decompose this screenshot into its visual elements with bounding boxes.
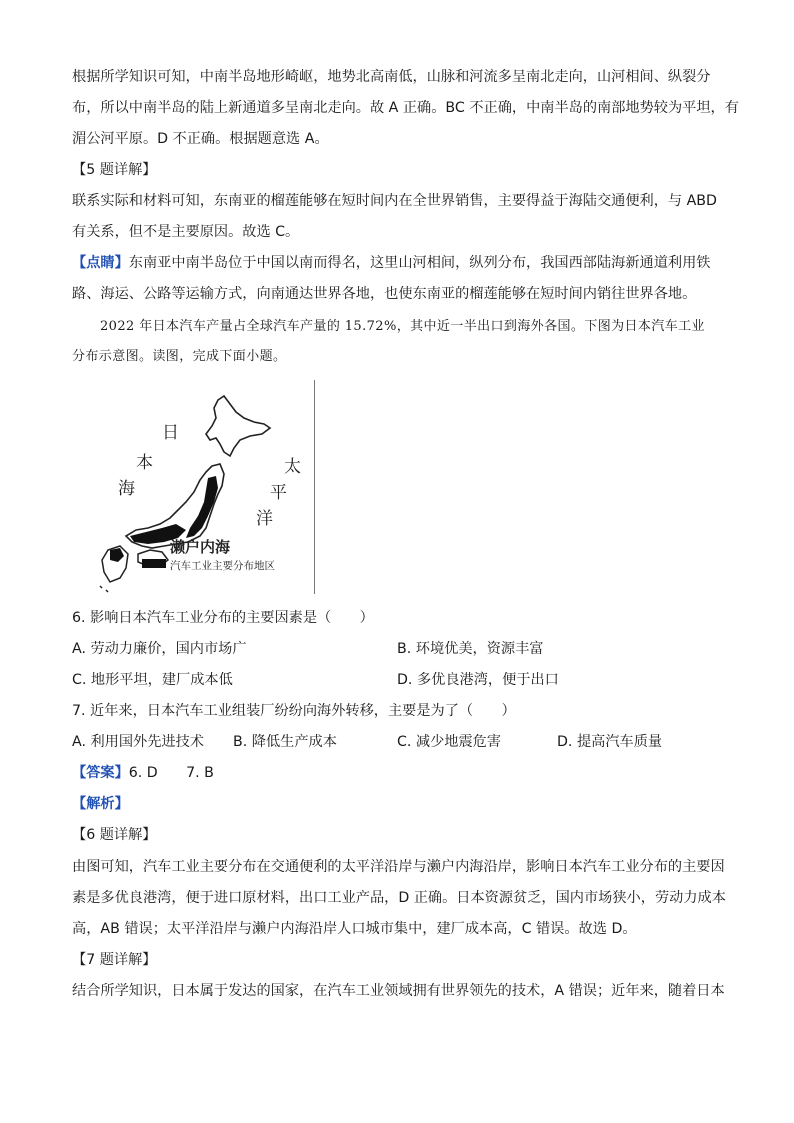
intro-line: 2022 年日本汽车产量占全球汽车产量的 15.72%，其中近一半出口到海外各国。下图为日本汽车工业: [100, 319, 705, 334]
map-label-ping: 平: [270, 483, 287, 503]
hokkaido-shape: [206, 396, 270, 456]
paragraph-line: 素是多优良港湾，便于进口原材料，出口工业产品，D 正确。日本资源贫乏，国内市场狭小，劳动力成本: [72, 890, 726, 906]
q6-stem: 6. 影响日本汽车工业分布的主要因素是（ ）: [72, 610, 374, 626]
figure-divider: [314, 380, 315, 594]
southern-islands: [100, 586, 108, 592]
answer-line: [72, 758, 724, 789]
paragraph-line: 路、海运、公路等运输方式，向南通达世界各地，也使东南亚的榴莲能够在短时间内销往世界各地。: [72, 286, 697, 302]
analysis-label: 【解析】: [72, 796, 129, 812]
answer-label: 【答案】: [72, 765, 129, 781]
q7-option-b: B. 降低生产成本: [233, 734, 337, 750]
paragraph-line: 联系实际和材料可知，东南亚的榴莲能够在短时间内在全世界销售，主要得益于海陆交通便利，与 ABD: [72, 193, 717, 209]
analysis-label-line: [72, 789, 724, 820]
paragraph-line: 由图可知，汽车工业主要分布在交通便利的太平洋沿岸与濑户内海沿岸，影响日本汽车工业分布的主要因: [72, 859, 725, 875]
paragraph-line: 根据所学知识可知，中南半岛地形崎岖，地势北高南低，山脉和河流多呈南北走向，山河相间、纵裂分: [72, 69, 711, 85]
paragraph-line: 湄公河平原。D 不正确。根据题意选 A。: [72, 131, 329, 147]
q6-analysis-heading: 【6 题详解】: [72, 827, 157, 843]
japan-auto-industry-map: [90, 378, 322, 596]
paragraph-line: 结合所学知识，日本属于发达的国家，在汽车工业领域拥有世界领先的技术，A 错误；近年来，随着日本: [72, 983, 725, 999]
map-legend-text: 汽车工业主要分布地区: [170, 560, 275, 572]
map-label-hai: 海: [118, 479, 135, 499]
q6-option-a: A. 劳动力廉价，国内市场广: [72, 641, 247, 657]
q7-option-c: C. 减少地震危害: [397, 734, 502, 750]
answer-text: 6. D 7. B: [128, 765, 214, 781]
dianjing-text: 东南亚中南半岛位于中国以南而得名，这里山河相间，纵列分布，我国西部陆海新通道利用铁: [128, 255, 711, 271]
intro-line: 分布示意图。读图，完成下面小题。: [72, 349, 287, 364]
paragraph-line: 布，所以中南半岛的陆上新通道多呈南北走向。故 A 正确。BC 不正确，中南半岛的南部地势较为平坦，有: [72, 100, 739, 116]
map-label-yang: 洋: [256, 509, 273, 529]
q7-option-a: A. 利用国外先进技术: [72, 734, 204, 750]
dianjing-label: 【点睛】: [72, 255, 129, 271]
q7-stem: 7. 近年来，日本汽车工业组装厂纷纷向海外转移，主要是为了（ ）: [72, 703, 516, 719]
legend-swatch: [142, 559, 166, 568]
dianjing-line: [72, 248, 724, 279]
map-label-ben: 本: [136, 453, 153, 473]
q7-option-d: D. 提高汽车质量: [557, 734, 663, 750]
paragraph-line: 高，AB 错误；太平洋沿岸与濑户内海沿岸人口城市集中，建厂成本高，C 错误。故选 D。: [72, 921, 637, 937]
q6-option-c: C. 地形平坦，建厂成本低: [72, 672, 233, 688]
q6-option-d: D. 多优良港湾，便于出口: [397, 672, 559, 688]
q5-heading: 【5 题详解】: [72, 162, 157, 178]
map-label-tai: 太: [284, 457, 301, 477]
q6-option-b: B. 环境优美，资源丰富: [397, 641, 544, 657]
q7-analysis-heading: 【7 题详解】: [72, 952, 157, 968]
paragraph-line: 有关系，但不是主要原因。故选 C。: [72, 224, 300, 240]
map-label-seto-inland-sea: 濑户内海: [170, 538, 231, 556]
map-label-ri: 日: [162, 423, 179, 443]
